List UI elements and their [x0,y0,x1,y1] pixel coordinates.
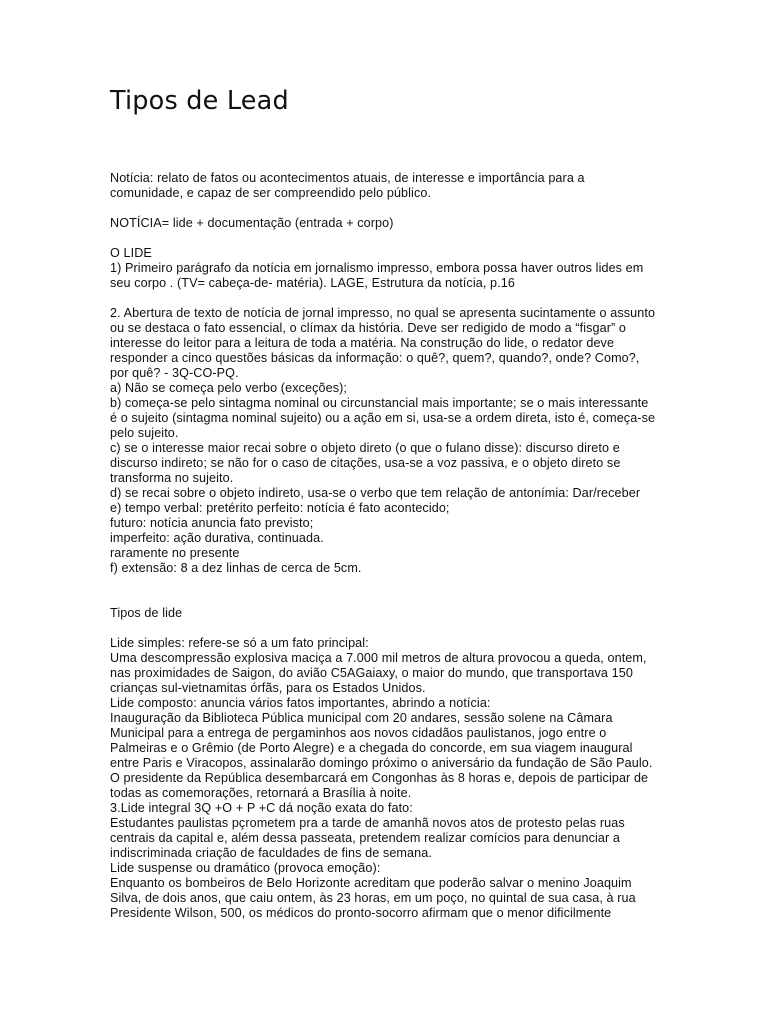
paragraph-line: 1) Primeiro parágrafo da notícia em jornalismo impresso, embora possa haver outros lides em [110,261,644,275]
paragraph-line: nas proximidades de Saigon, do avião C5AGaiaxy, o maior do mundo, que transportava 150 [110,666,633,680]
list-item: a) Não se começa pelo verbo (exceções); [110,381,347,395]
paragraph-line: NOTÍCIA= lide + documentação (entrada + corpo) [110,216,394,230]
paragraph-line: comunidade, e capaz de ser compreendido pelo público. [110,186,432,200]
list-item: d) se recai sobre o objeto indireto, usa-se o verbo que tem relação de antonímia: Dar/receber [110,486,641,500]
paragraph-spacer [110,231,670,246]
paragraph-line: imperfeito: ação durativa, continuada. [110,531,324,545]
paragraph-spacer [110,621,670,636]
page-title: Tipos de Lead [110,86,289,116]
paragraph-line: Palmeiras e o Grêmio (de Porto Alegre) e a chegada do concorde, em sua viagem inaugural [110,741,633,755]
paragraph-line: futuro: notícia anuncia fato previsto; [110,516,314,530]
paragraph-line: Lide simples: refere-se só a um fato principal: [110,636,369,650]
paragraph-line: transforma no sujeito. [110,471,234,485]
paragraph-line: indiscriminada criação de faculdades de fins de semana. [110,846,432,860]
paragraph-line: Notícia: relato de fatos ou acontecimentos atuais, de interesse e importância para a [110,171,585,185]
paragraph-line: Enquanto os bombeiros de Belo Horizonte acreditam que poderão salvar o menino Joaquim [110,876,632,890]
paragraph-line: 2. Abertura de texto de notícia de jornal impresso, no qual se apresenta sucintamente o assunto [110,306,656,320]
paragraph-line: raramente no presente [110,546,240,560]
paragraph-line: responder a cinco questões básicas da informação: o quê?, quem?, quando?, onde? Como?, [110,351,640,365]
list-item: e) tempo verbal: pretérito perfeito: notícia é fato acontecido; [110,501,450,515]
paragraph-line: Lide composto: anuncia vários fatos importantes, abrindo a notícia: [110,696,491,710]
paragraph-line: por quê? - 3Q-CO-PQ. [110,366,239,380]
paragraph-line: ou se destaca o fato essencial, o clímax da história. Deve ser redigido de modo a “fisgar” o [110,321,627,335]
section-spacer [110,576,670,606]
paragraph-line: crianças sul-vietnamitas órfãs, para os Estados Unidos. [110,681,426,695]
list-item: f) extensão: 8 a dez linhas de cerca de 5cm. [110,561,362,575]
paragraph-line: centrais da capital e, além dessa passeata, pretendem realizar comícios para denunciar a [110,831,621,845]
paragraph-line: todas as comemorações, retornará a Brasília à noite. [110,786,412,800]
paragraph-line: 3.Lide integral 3Q +O + P +C dá noção exata do fato: [110,801,413,815]
paragraph-line: seu corpo . (TV= cabeça-de- matéria). LAGE, Estrutura da notícia, p.16 [110,276,515,290]
paragraph-line: entre Paris e Viracopos, assinalarão domingo próximo o aniversário da fundação de São Paulo. [110,756,653,770]
paragraph-spacer [110,201,670,216]
paragraph-line: discurso indireto; se não for o caso de citações, usa-se a voz passiva, e o objeto direto se [110,456,621,470]
paragraph-line: é o sujeito (sintagma nominal sujeito) ou a ação em si, usa-se a ordem direta, isto é, começa-se [110,411,656,425]
paragraph-spacer [110,291,670,306]
paragraph-line: O presidente da República desembarcará em Congonhas às 8 horas e, depois de participar de [110,771,649,785]
paragraph-line: Uma descompressão explosiva maciça a 7.000 mil metros de altura provocou a queda, ontem, [110,651,647,665]
document-body [110,171,670,921]
paragraph-line: pelo sujeito. [110,426,179,440]
section-heading: Tipos de lide [110,606,183,620]
paragraph-line: Municipal para a entrega de pergaminhos aos novos cidadãos paulistanos, jogo entre o [110,726,607,740]
paragraph-line: Presidente Wilson, 500, os médicos do pronto-socorro afirmam que o menor dificilmente [110,906,612,920]
paragraph-line: Estudantes paulistas pçrometem pra a tarde de amanhã novos atos de protesto pelas ruas [110,816,625,830]
section-heading: O LIDE [110,246,152,260]
list-item: c) se o interesse maior recai sobre o objeto direto (o que o fulano disse): discurso direto e [110,441,620,455]
paragraph-line: interesse do leitor para a leitura de toda a matéria. Na construção do lide, o redator deve [110,336,615,350]
paragraph-line: Lide suspense ou dramático (provoca emoção): [110,861,381,875]
list-item: b) começa-se pelo sintagma nominal ou circunstancial mais importante; se o mais interessante [110,396,649,410]
paragraph-line: Silva, de dois anos, que caiu ontem, às 23 horas, em um poço, no quintal de sua casa, à rua [110,891,636,905]
paragraph-line: Inauguração da Biblioteca Pública municipal com 20 andares, sessão solene na Câmara [110,711,613,725]
